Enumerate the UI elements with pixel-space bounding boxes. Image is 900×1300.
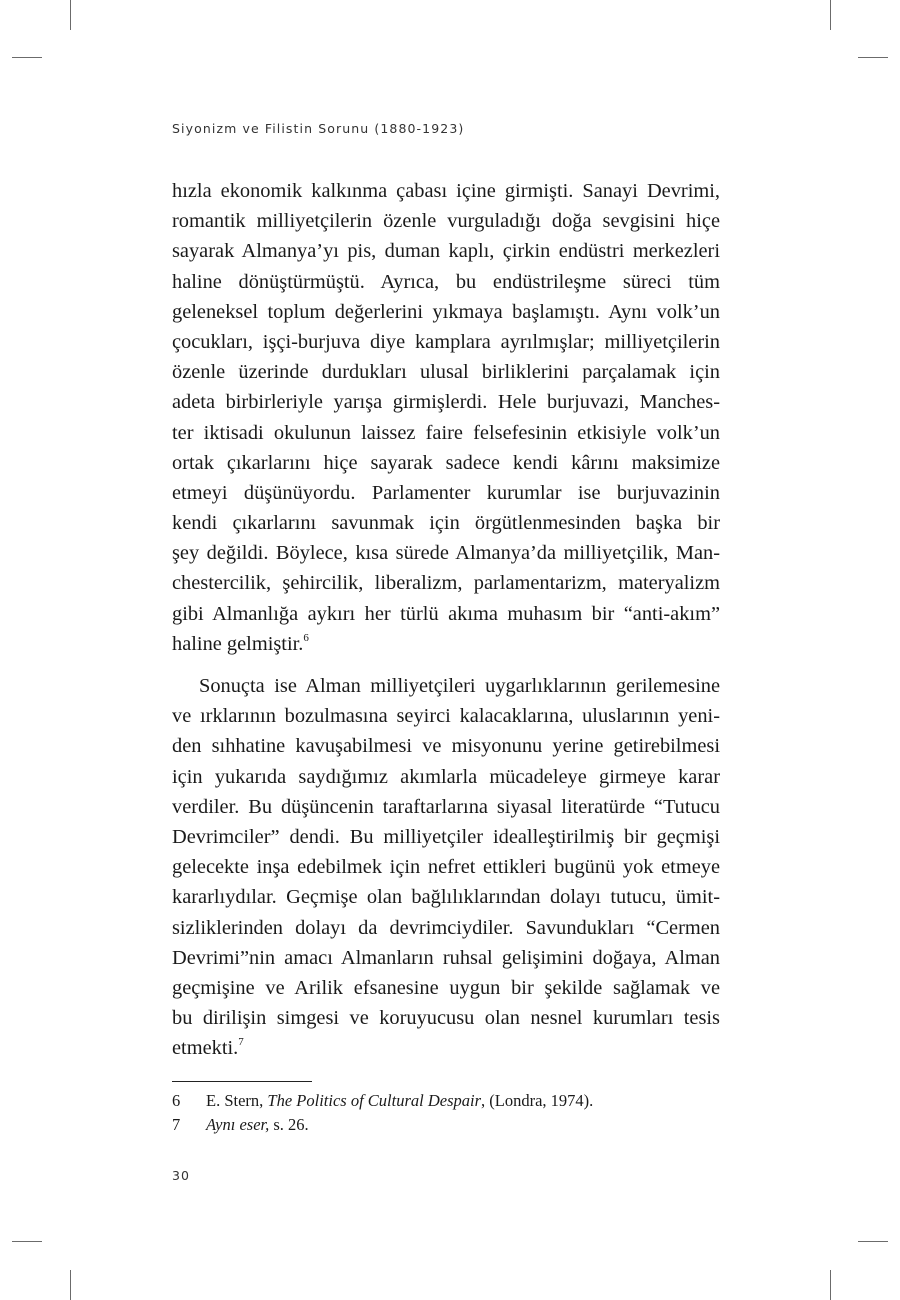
- text-line: ortak çıkarlarını hiçe sayarak sadece kendi kârını maksimize: [172, 451, 720, 474]
- footnote-detail: s. 26.: [269, 1114, 309, 1134]
- text-line: haline dönüştürmüştü. Ayrıca, bu endüstrileşme süreci tüm: [172, 270, 720, 293]
- text-line: etmekti.: [172, 1037, 239, 1060]
- crop-mark-left-bottom: [12, 1241, 42, 1242]
- text-line: şey değildi. Böylece, kısa sürede Almanya’da milliyetçilik, Man-: [172, 542, 720, 565]
- footnote-detail: , (Londra, 1974).: [481, 1091, 594, 1110]
- text-line: verdiler. Bu düşüncenin taraftarlarına siyasal literatürde “Tutucu: [172, 795, 720, 818]
- text-line: Sonuçta ise Alman milliyetçileri uygarlıklarının gerilemesine: [199, 675, 720, 697]
- text-line: özenle üzerinde durdukları ulusal birliklerini parçalamak için: [172, 361, 720, 384]
- footnote-reference[interactable]: 7: [238, 1036, 244, 1049]
- crop-mark-bottom-right: [830, 1270, 831, 1300]
- text-line: geçmişine ve Arilik efsanesine uygun bir şekilde sağlamak ve: [172, 976, 720, 999]
- text-line: için yukarıda saydığımız akımlarla mücadeleye girmeye karar: [172, 765, 720, 788]
- text-line: gibi Almanlığa aykırı her türlü akıma muhasım bir “anti-akım”: [172, 602, 720, 625]
- text-line: chestercilik, şehircilik, liberalizm, parlamentarizm, materyalizm: [172, 572, 720, 595]
- footnote-item: [172, 1113, 720, 1137]
- text-line-last: [172, 629, 720, 659]
- text-line: geleneksel toplum değerlerini yıkmaya başlamıştı. Aynı volk’un: [172, 300, 720, 323]
- text-line: Devrimciler” dendi. Bu milliyetçiler idealleştirilmiş bir geçmişi: [172, 825, 720, 848]
- footnote-title: The Politics of Cultural Despair: [267, 1091, 482, 1110]
- text-line: ter iktisadi okulunun laissez faire felsefesinin etkisiyle volk’un: [172, 421, 720, 444]
- text-line: kendi çıkarlarını savunmak için örgütlenmesinden başka bir: [172, 512, 720, 535]
- text-line-last: [172, 1033, 720, 1063]
- running-head: Siyonizm ve Filistin Sorunu (1880-1923): [172, 121, 465, 136]
- crop-mark-left-top: [12, 57, 42, 58]
- text-line: kararlıydılar. Geçmişe olan bağlılıklarından dolayı tutucu, ümit-: [172, 886, 720, 909]
- text-line: etmeyi düşünüyordu. Parlamenter kurumlar ise burjuvazinin: [172, 481, 720, 504]
- crop-mark-right-bottom: [858, 1241, 888, 1242]
- text-line: romantik milliyetçilerin özenle vurguladığı doğa sevgisini hiçe: [172, 210, 720, 233]
- text-line: sayarak Almanya’yı pis, duman kaplı, çirkin endüstri merkezleri: [172, 240, 720, 263]
- text-line: çocukları, işçi-burjuva diye kamplara ayrılmışlar; milliyetçilerin: [172, 330, 720, 353]
- text-line: bu dirilişin simgesi ve koruyucusu olan nesnel kurumları tesis: [172, 1007, 720, 1030]
- footnote-item: [172, 1089, 720, 1113]
- crop-mark-bottom-left: [70, 1270, 71, 1300]
- text-line: adeta birbirleriyle yarışa girmişlerdi. Hele burjuvazi, Manches-: [172, 391, 720, 414]
- footnotes: [172, 1089, 720, 1136]
- footnote-title: Aynı eser,: [206, 1114, 270, 1134]
- text-line: gelecekte inşa edebilmek için nefret ettikleri bugünü yok etmeye: [172, 856, 720, 879]
- footnote-separator: [172, 1081, 312, 1082]
- crop-mark-top-left: [70, 0, 71, 30]
- text-line: den sıhhatine kavuşabilmesi ve misyonunu yerine getirebilmesi: [172, 735, 720, 758]
- footnote-number: 6: [172, 1091, 181, 1110]
- footnote-number: 7: [172, 1114, 181, 1134]
- text-line: hızla ekonomik kalkınma çabası içine girmişti. Sanayi Devrimi,: [172, 180, 720, 202]
- text-line: ve ırklarının bozulmasına seyirci kalacaklarına, uluslarının yeni-: [172, 705, 720, 728]
- footnote-reference[interactable]: 6: [303, 631, 309, 644]
- footnote-author: E. Stern,: [206, 1091, 268, 1110]
- text-line: haline gelmiştir.: [172, 632, 304, 655]
- paragraph-1: [172, 176, 720, 659]
- text-line: Devrimi”nin amacı Almanların ruhsal gelişimini doğaya, Alman: [172, 946, 720, 969]
- page-number: 30: [172, 1168, 190, 1183]
- footnote-text: [206, 1089, 593, 1113]
- crop-mark-right-top: [858, 57, 888, 58]
- crop-mark-top-right: [830, 0, 831, 30]
- text-line: sizliklerinden dolayı da devrimciydiler. Savundukları “Cermen: [172, 916, 720, 939]
- paragraph-2: [172, 671, 720, 1063]
- footnote-text: [206, 1113, 309, 1137]
